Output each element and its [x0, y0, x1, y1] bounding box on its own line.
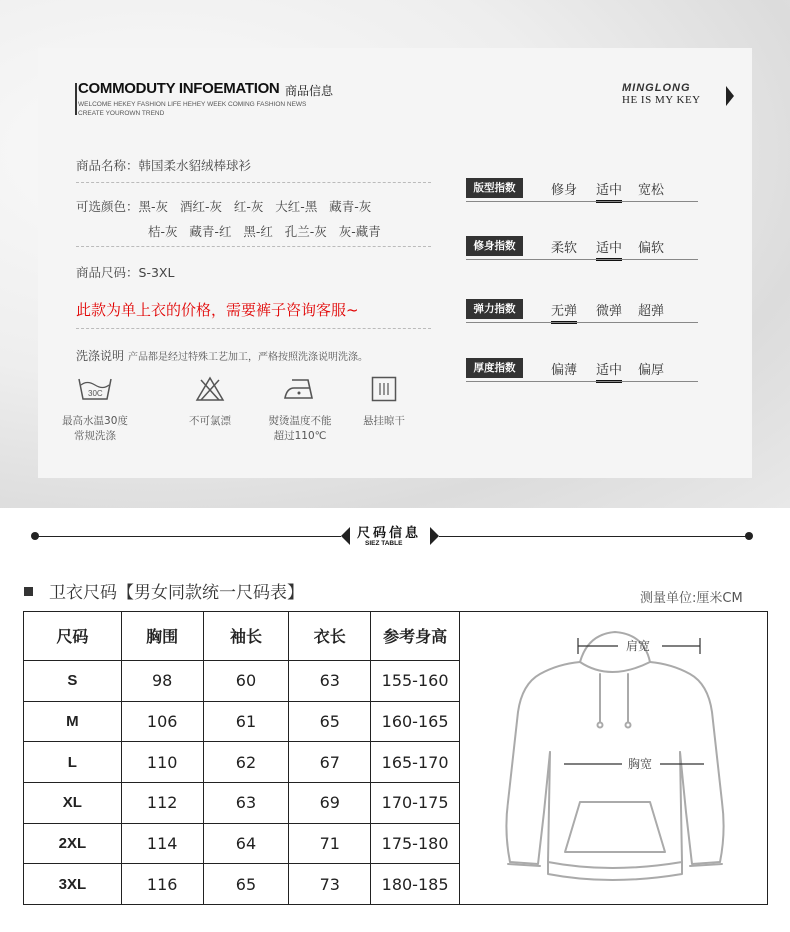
product-info-card [38, 48, 752, 478]
svg-text:胸宽: 胸宽 [628, 757, 653, 771]
wash-instructions: 洗涤说明 产品都是经过特殊工艺加工，严格按照洗涤说明洗涤。 [76, 349, 368, 363]
hang-dry-icon [371, 376, 397, 402]
index-elastic: 弹力指数 无弹 微弹 超弹 [466, 299, 698, 319]
header-subtitle: WELCOME HEKEY FASHION LIFE HEHEY WEEK COMING FASHION NEWS CREATE YOUROWN TREND [78, 101, 307, 117]
size-row: 商品尺码：S-3XL [76, 265, 175, 280]
table-header: 胸围 [121, 612, 203, 661]
care-item-hang: 悬挂晾干 [339, 376, 429, 429]
color-row-1: 可选颜色：黑-灰 酒红-灰 红-灰 大红-黑 藏青-灰 [76, 199, 372, 214]
index-fit: 版型指数 修身 适中 宽松 [466, 178, 698, 198]
care-item-wash: 30C 最高水温30度 常规洗涤 [50, 376, 140, 444]
separator-line [439, 536, 749, 537]
table-row: 3XL 116 65 73 180-185 [24, 864, 460, 905]
divider [76, 328, 431, 329]
divider [76, 182, 431, 183]
no-bleach-icon [195, 376, 225, 402]
wash-30-icon [77, 376, 113, 402]
divider [76, 246, 431, 247]
table-header: 参考身高 [371, 612, 460, 661]
separator-arrow-icon [341, 527, 350, 545]
svg-text:肩宽: 肩宽 [626, 639, 651, 653]
hoodie-diagram-box [460, 611, 768, 905]
care-item-bleach: 不可氯漂 [165, 376, 255, 429]
header-title-cn: 商品信息 [285, 84, 334, 98]
size-section-title: 尺码信息 [357, 526, 422, 541]
size-table [23, 611, 460, 905]
svg-text:30C: 30C [88, 389, 103, 398]
table-row: M 106 61 65 160-165 [24, 701, 460, 742]
table-row: XL 112 63 69 170-175 [24, 782, 460, 823]
separator-line [35, 536, 341, 537]
iron-icon [282, 376, 318, 402]
size-section-subtitle: SIEZ TABLE [365, 540, 403, 547]
separator-arrow-icon [430, 527, 439, 545]
measure-unit: 测量单位:厘米CM [640, 591, 743, 606]
header-bar [75, 83, 77, 115]
table-header: 尺码 [24, 612, 122, 661]
size-table-title: 卫衣尺码【男女同款统一尺码表】 [24, 578, 304, 603]
color-row-2: 桔-灰 藏青-红 黑-红 孔兰-灰 灰-藏青 [148, 224, 381, 239]
hoodie-icon [460, 612, 766, 904]
separator-dot [745, 532, 753, 540]
header-title: COMMODUTY INFOEMATION [78, 80, 280, 97]
price-notice: 此款为单上衣的价格，需要裤子咨询客服~ [76, 301, 359, 319]
table-row: L 110 62 67 165-170 [24, 742, 460, 783]
care-item-iron: 熨烫温度不能 超过110℃ [255, 376, 345, 444]
table-row: 2XL 114 64 71 175-180 [24, 823, 460, 864]
table-row: S 98 60 63 155-160 [24, 660, 460, 701]
table-header: 衣长 [289, 612, 371, 661]
brand-logo: MINGLONG HE IS MY KEY [622, 82, 722, 106]
table-header: 袖长 [203, 612, 289, 661]
table-header-row [24, 612, 460, 661]
product-name-row: 商品名称：韩国柔水貂绒棒球衫 [76, 158, 252, 173]
index-thickness: 厚度指数 偏薄 适中 偏厚 [466, 358, 698, 378]
brand-arrow-icon [726, 86, 734, 106]
index-slim: 修身指数 柔软 适中 偏软 [466, 236, 698, 256]
